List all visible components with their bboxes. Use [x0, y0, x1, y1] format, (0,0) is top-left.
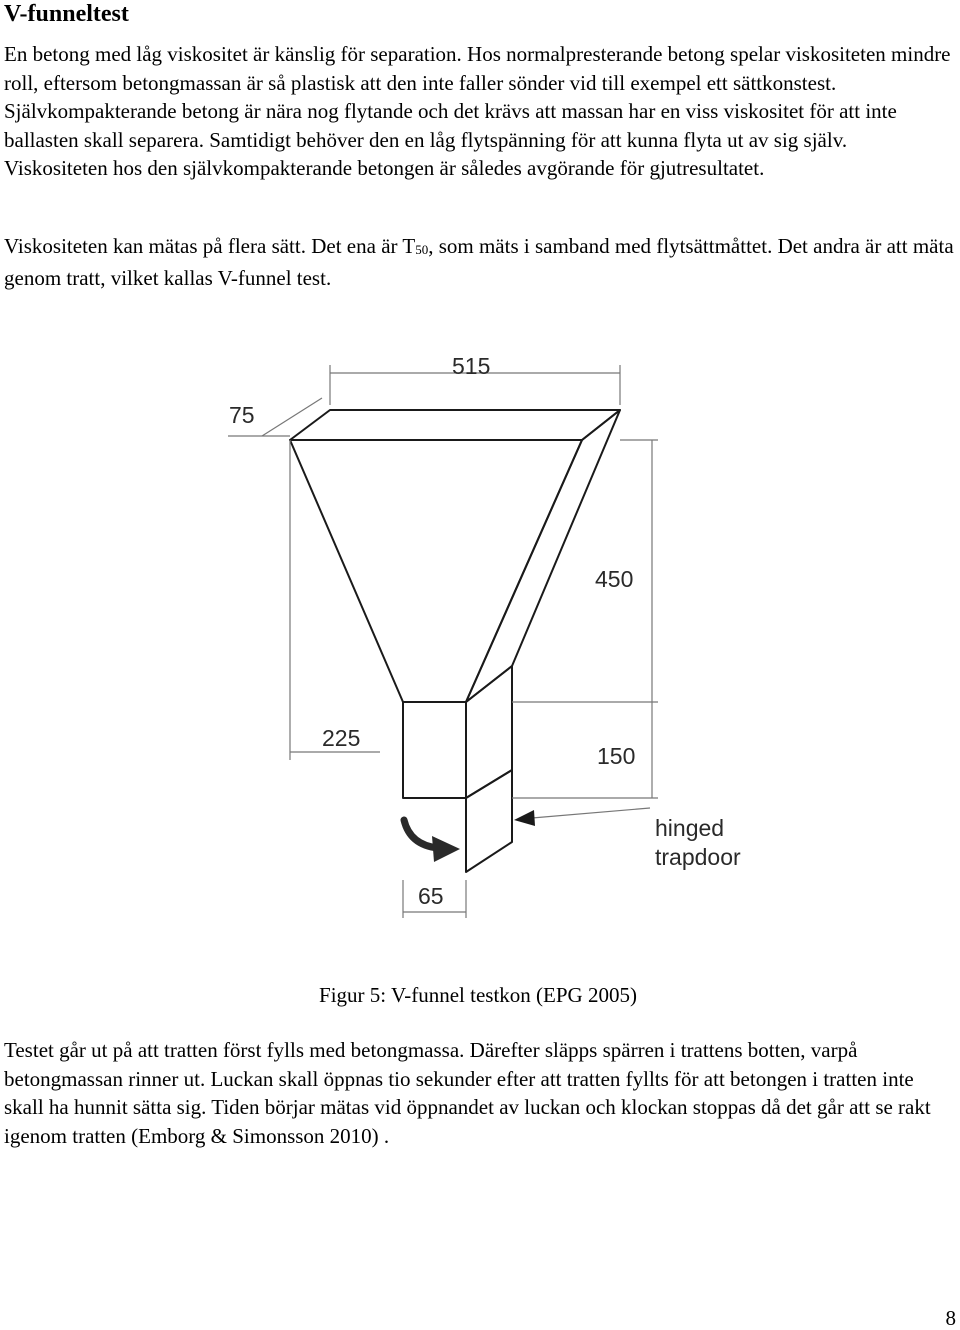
dim-height-lower-label: 150 [597, 743, 636, 769]
test-procedure-paragraph: Testet går ut på att tratten först fylls med betongmassa. Därefter släpps spärren i trattens botten, varpå betongmassan rinner ut. Luckan skall öppnas tio sekunder efter att tratten fyllts för att betongen i tratten inte skall ha hunnit sätta sig. Tiden börjar mätas vid öppnandet av luckan och klockan stoppas då det går att se rakt igenom tratten (Emborg & Simonsson 2010) . [4, 1038, 931, 1148]
intro-paragraph: En betong med låg viskositet är känslig för separation. Hos normalpresterande betong spelar viskositeten mindre roll, eftersom betongmassan är så plastisk att den inte faller sönder vid till exempel ett sättkonstest. Självkompakterande betong är nära nog flytande och det krävs att massan har en viss viskositet för att inte ballasten skall separera. Samtidigt behöver den en låg flytspänning för att kunna flyta ut av sig själv. Viskositeten hos den självkompakterande betongen är således avgörande för gjutresultatet. [4, 42, 951, 180]
dim-top-label: 515 [452, 353, 491, 379]
funnel-top-face [290, 410, 620, 440]
viscosity-text-start: Viskositeten kan mätas på flera sätt. Det ena är T [4, 234, 416, 258]
page-number: 8 [945, 1306, 956, 1330]
dim-bottom-label: 65 [418, 883, 444, 909]
trapdoor-flap [466, 770, 512, 872]
opening-arrowhead [432, 836, 460, 862]
leader-arrowhead [514, 810, 535, 826]
section-heading: V-funneltest [4, 1, 129, 27]
viscosity-text-end: , som mäts i samband med flytsättmåttet. Det andra är att mäta genom tratt, vilket kallas V-funnel test. [4, 234, 954, 290]
funnel-front-face [290, 440, 582, 702]
figure-caption: Figur 5: V-funnel testkon (EPG 2005) [319, 983, 637, 1007]
dim-mid-width-label: 225 [322, 725, 361, 751]
trapdoor-label-line2: trapdoor [655, 844, 741, 870]
dim-height-upper-label: 450 [595, 566, 634, 592]
dim-depth-label: 75 [229, 402, 255, 428]
outlet-front-face [403, 702, 466, 798]
funnel-side-face [466, 410, 620, 702]
viscosity-paragraph [4, 232, 954, 292]
trapdoor-label-line1: hinged [655, 815, 725, 841]
v-funnel-diagram [0, 330, 960, 930]
t50-subscript: 50 [415, 242, 429, 257]
